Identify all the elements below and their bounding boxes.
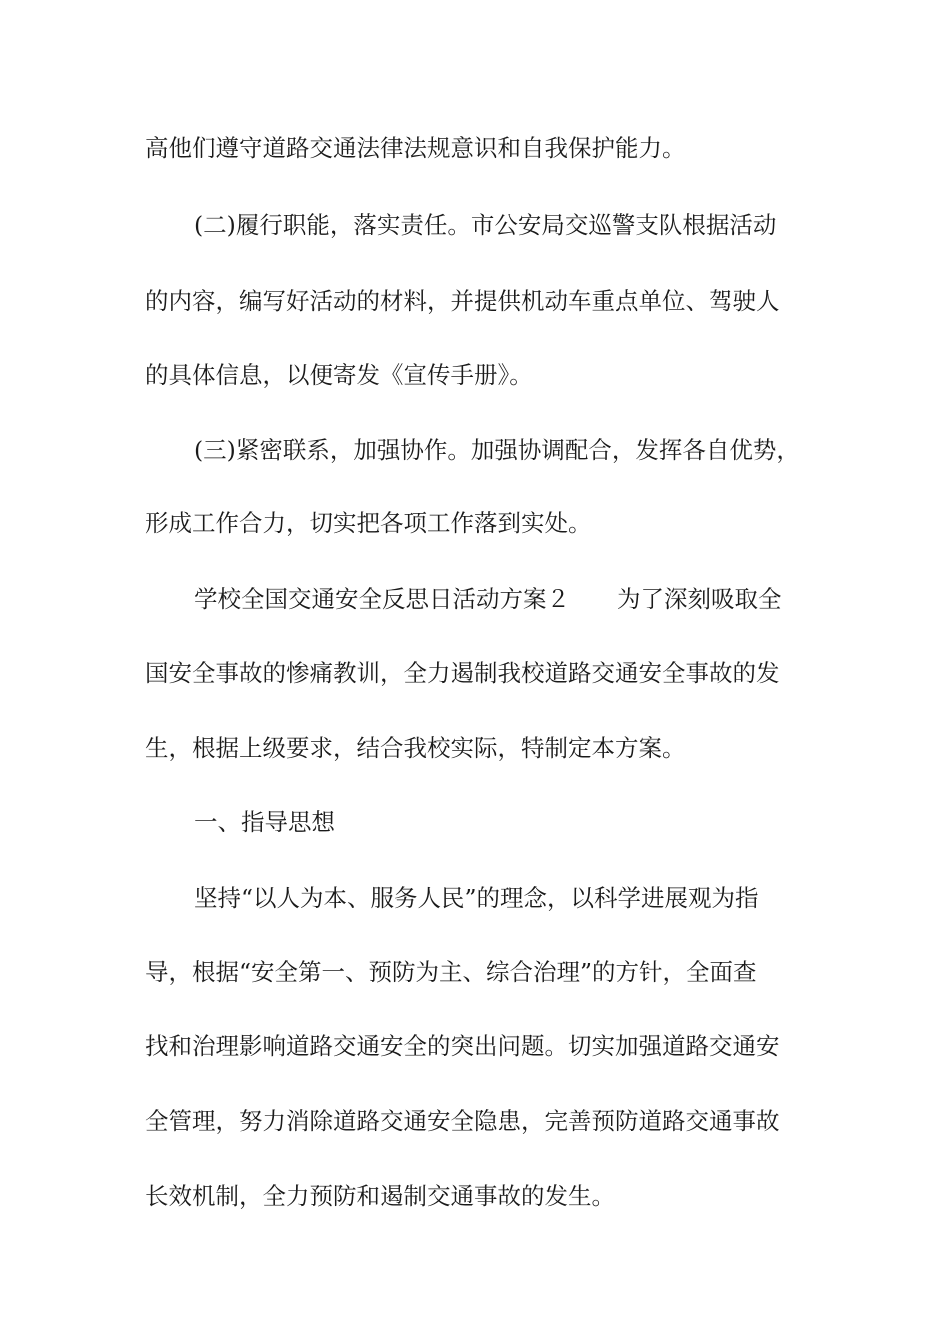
- paragraph-line: 生，根据上级要求，结合我校实际，特制定本方案。: [145, 734, 686, 762]
- paragraph-line: 全管理，努力消除道路交通安全隐患，完善预防道路交通事故: [145, 1107, 780, 1135]
- section-heading: 一、指导思想: [194, 808, 335, 836]
- paragraph-line: 坚持“以人为本、服务人民”的理念，以科学进展观为指: [194, 884, 759, 912]
- paragraph-line: 形成工作合力，切实把各项工作落到实处。: [145, 509, 592, 537]
- paragraph-line: 的具体信息，以便寄发《宣传手册》。: [145, 361, 533, 389]
- paragraph-line: 国安全事故的惨痛教训，全力遏制我校道路交通安全事故的发: [145, 659, 780, 687]
- section-title-line: 学校全国交通安全反思日活动方案２ 为了深刻吸取全: [194, 585, 782, 613]
- paragraph-line: 长效机制，全力预防和遏制交通事故的发生。: [145, 1182, 615, 1210]
- paragraph-line: 的内容，编写好活动的材料，并提供机动车重点单位、驾驶人: [145, 287, 780, 315]
- paragraph-line: (三)紧密联系，加强协作。加强协调配合，发挥各自优势，: [194, 436, 800, 464]
- paragraph-line: 导，根据“安全第一、预防为主、综合治理”的方针，全面查: [145, 958, 757, 986]
- paragraph-line: 找和治理影响道路交通安全的突出问题。切实加强道路交通安: [145, 1032, 780, 1060]
- paragraph-line: 高他们遵守道路交通法律法规意识和自我保护能力。: [145, 134, 686, 162]
- paragraph-line: (二)履行职能，落实责任。市公安局交巡警支队根据活动: [194, 211, 777, 239]
